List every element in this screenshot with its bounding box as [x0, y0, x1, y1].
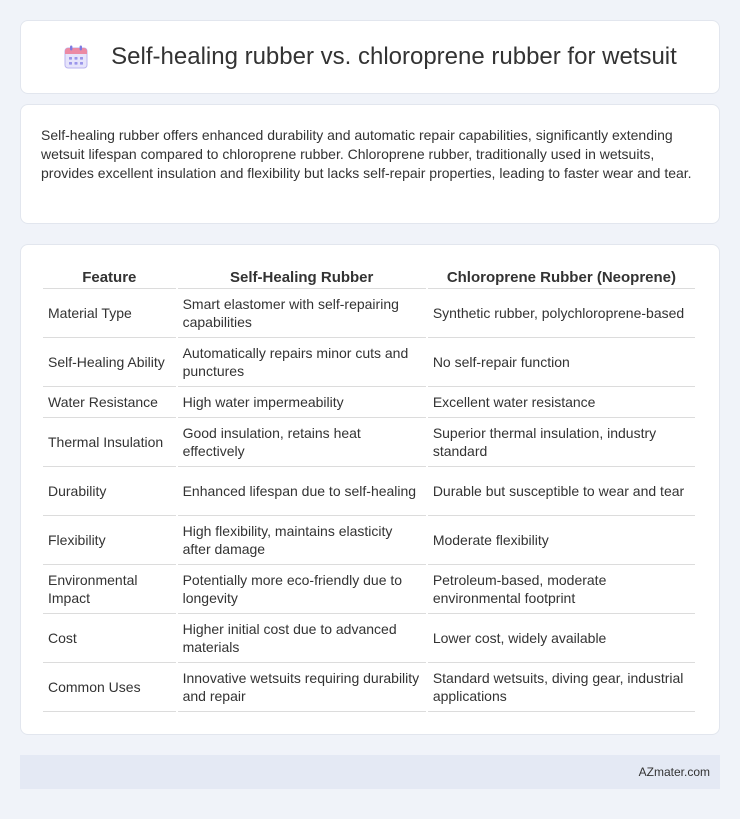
row-chloroprene-cell: Durable but susceptible to wear and tear — [428, 467, 695, 516]
footer — [20, 755, 720, 789]
comparison-table-card — [20, 244, 720, 735]
row-chloroprene-cell: Lower cost, widely available — [428, 614, 695, 663]
row-feature-cell: Cost — [43, 614, 176, 663]
header-chloroprene-rubber: Chloroprene Rubber (Neoprene) — [428, 267, 695, 289]
row-self-healing-cell: Good insulation, retains heat effectively — [178, 418, 426, 467]
table-row — [43, 387, 695, 418]
row-chloroprene-cell: Superior thermal insulation, industry standard — [428, 418, 695, 467]
row-feature-cell: Self-Healing Ability — [43, 338, 176, 387]
table-row — [43, 663, 695, 712]
table-row — [43, 467, 695, 516]
title-card — [20, 20, 720, 94]
row-chloroprene-cell: No self-repair function — [428, 338, 695, 387]
row-feature-cell: Water Resistance — [43, 387, 176, 418]
row-self-healing-cell: Smart elastomer with self-repairing capabilities — [178, 289, 426, 338]
row-chloroprene-cell: Excellent water resistance — [428, 387, 695, 418]
comparison-table — [41, 267, 697, 712]
header-feature: Feature — [43, 267, 176, 289]
row-feature-cell: Flexibility — [43, 516, 176, 565]
row-feature-cell: Material Type — [43, 289, 176, 338]
row-self-healing-cell: Enhanced lifespan due to self-healing — [178, 467, 426, 516]
header-self-healing-rubber: Self-Healing Rubber — [178, 267, 426, 289]
title-wrap — [63, 43, 677, 71]
row-chloroprene-cell: Synthetic rubber, polychloroprene-based — [428, 289, 695, 338]
summary-card — [20, 104, 720, 224]
row-chloroprene-cell: Standard wetsuits, diving gear, industrial applications — [428, 663, 695, 712]
row-chloroprene-cell: Moderate flexibility — [428, 516, 695, 565]
row-self-healing-cell: Innovative wetsuits requiring durability and repair — [178, 663, 426, 712]
table-row — [43, 565, 695, 614]
row-self-healing-cell: High water impermeability — [178, 387, 426, 418]
row-self-healing-cell: Potentially more eco-friendly due to longevity — [178, 565, 426, 614]
row-self-healing-cell: Automatically repairs minor cuts and punctures — [178, 338, 426, 387]
footer-brand: AZmater.com — [638, 765, 710, 779]
table-header-row — [43, 267, 695, 289]
row-feature-cell: Thermal Insulation — [43, 418, 176, 467]
summary-text: Self-healing rubber offers enhanced durability and automatic repair capabilities, significantly extending wetsuit lifespan compared to chloroprene rubber. Chloroprene rubber, traditionally used in wetsuits, provides excellent insulation and flexibility but lacks self-repair properties, leading to faster wear and tear. — [41, 127, 692, 181]
row-self-healing-cell: High flexibility, maintains elasticity after damage — [178, 516, 426, 565]
row-feature-cell: Environmental Impact — [43, 565, 176, 614]
table-row — [43, 418, 695, 467]
calendar-icon — [63, 44, 89, 70]
table-row — [43, 338, 695, 387]
table-row — [43, 516, 695, 565]
table-row — [43, 289, 695, 338]
row-feature-cell: Durability — [43, 467, 176, 516]
table-row — [43, 614, 695, 663]
row-chloroprene-cell: Petroleum-based, moderate environmental footprint — [428, 565, 695, 614]
row-self-healing-cell: Higher initial cost due to advanced materials — [178, 614, 426, 663]
page-title: Self-healing rubber vs. chloroprene rubber for wetsuit — [111, 43, 677, 70]
row-feature-cell: Common Uses — [43, 663, 176, 712]
